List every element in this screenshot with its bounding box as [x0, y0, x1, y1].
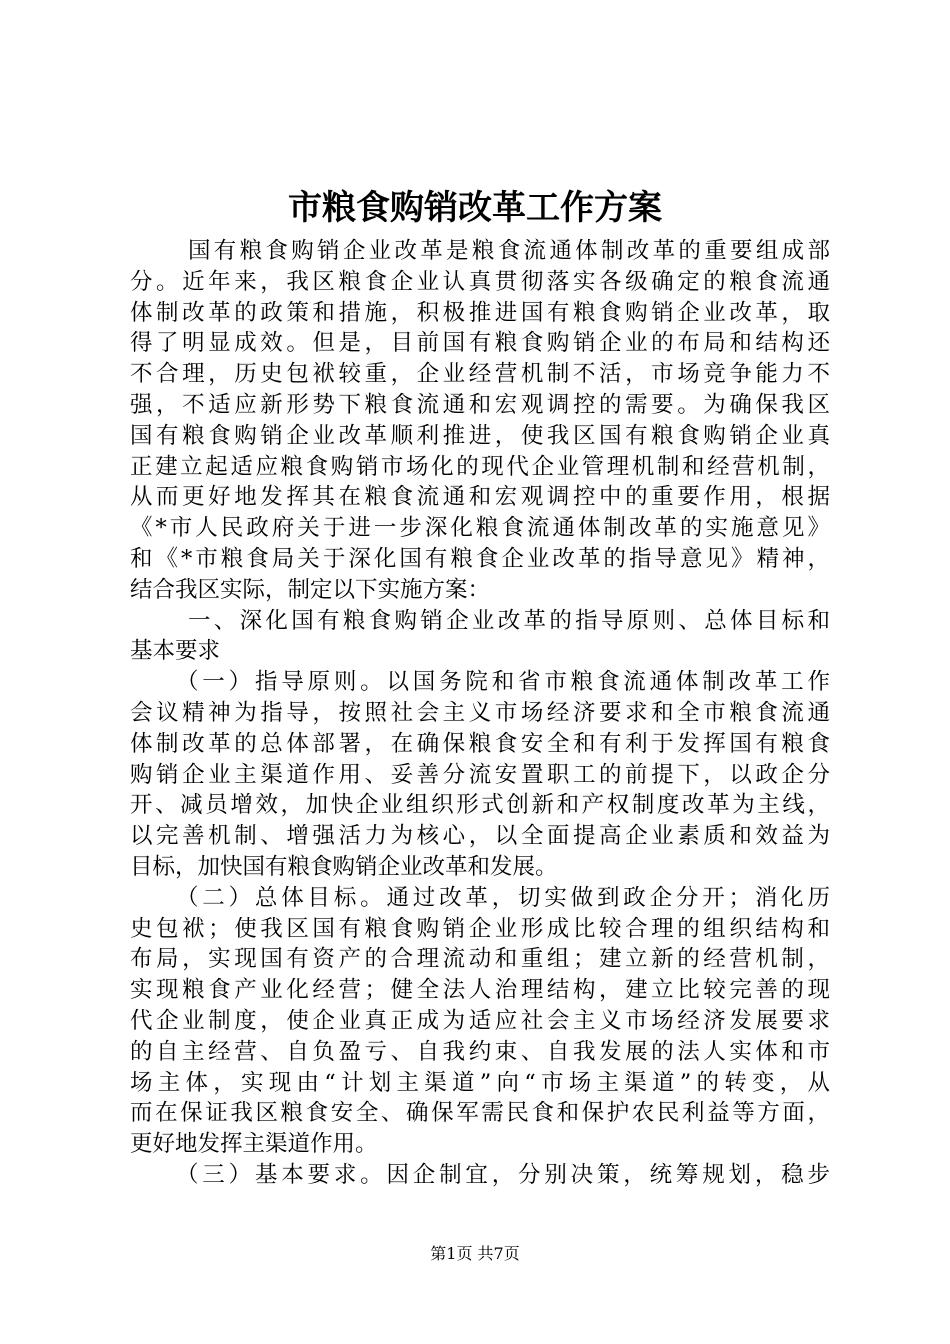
paragraph-line: 场主体，实现由“计划主渠道”向“市场主渠道”的转变，从 — [130, 1069, 830, 1096]
paragraph-line: 体制改革的总体部署，在确保粮食安全和有利于发挥国有粮食 — [130, 730, 830, 757]
paragraph-line: 目标，加快国有粮食购销企业改革和发展。 — [130, 853, 558, 880]
paragraph-line: （一）指导原则。以国务院和省市粮食流通体制改革工作 — [176, 669, 830, 696]
paragraph-line: 而在保证我区粮食安全、确保军需民食和保护农民利益等方面， — [130, 1100, 830, 1127]
paragraph-line: （二）总体目标。通过改革，切实做到政企分开；消化历 — [176, 884, 830, 911]
paragraph-line: 和《*市粮食局关于深化国有粮食企业改革的指导意见》精神， — [130, 545, 830, 572]
section-heading-line: 一、深化国有粮食购销企业改革的指导原则、总体目标和 — [188, 607, 830, 634]
paragraph-line: 国有粮食购销企业改革顺利推进，使我区国有粮食购销企业真 — [130, 422, 830, 449]
paragraph-line: 结合我区实际，制定以下实施方案： — [130, 576, 491, 603]
paragraph-line: 强，不适应新形势下粮食流通和宏观调控的需要。为确保我区 — [130, 391, 830, 418]
paragraph-line: 不合理，历史包袱较重，企业经营机制不活，市场竞争能力不 — [130, 361, 830, 388]
paragraph-line: 国有粮食购销企业改革是粮食流通体制改革的重要组成部 — [188, 238, 830, 264]
paragraph-line: 更好地发挥主渠道作用。 — [130, 1131, 378, 1158]
paragraph-line: 分。近年来，我区粮食企业认真贯彻落实各级确定的粮食流通 — [130, 268, 830, 295]
paragraph-line: 体制改革的政策和措施，积极推进国有粮食购销企业改革，取 — [130, 299, 830, 326]
paragraph-line: 从而更好地发挥其在粮食流通和宏观调控中的重要作用，根据 — [130, 484, 830, 511]
document-title: 市粮食购销改革工作方案 — [288, 188, 662, 228]
paragraph-line: 得了明显成效。但是，目前国有粮食购销企业的布局和结构还 — [130, 330, 830, 357]
section-heading-line: 基本要求 — [130, 638, 221, 665]
paragraph-line: （三）基本要求。因企制宜，分别决策，统筹规划，稳步 — [176, 1161, 830, 1188]
paragraph-line: 实现粮食产业化经营；健全法人治理结构，建立比较完善的现 — [130, 977, 830, 1004]
paragraph-line: 代企业制度，使企业真正成为适应社会主义市场经济发展要求 — [130, 1007, 830, 1034]
page-number-footer: 第1页 共7页 — [430, 1244, 520, 1263]
paragraph-line: 开、减员增效，加快企业组织形式创新和产权制度改革为主线， — [130, 792, 830, 819]
paragraph-line: 购销企业主渠道作用、妥善分流安置职工的前提下，以政企分 — [130, 761, 830, 788]
document-body — [130, 236, 830, 1191]
paragraph-line: 《*市人民政府关于进一步深化粮食流通体制改革的实施意见》 — [130, 515, 830, 542]
paragraph-line: 以完善机制、增强活力为核心，以全面提高企业素质和效益为 — [130, 823, 830, 850]
paragraph-line: 会议精神为指导，按照社会主义市场经济要求和全市粮食流通 — [130, 699, 830, 726]
paragraph-line: 史包袱；使我区国有粮食购销企业形成比较合理的组织结构和 — [130, 915, 830, 942]
paragraph-line: 正建立起适应粮食购销市场化的现代企业管理机制和经营机制， — [130, 453, 830, 480]
paragraph-line: 布局，实现国有资产的合理流动和重组；建立新的经营机制， — [130, 946, 830, 973]
paragraph-line: 的自主经营、自负盈亏、自我约束、自我发展的法人实体和市 — [130, 1038, 830, 1065]
